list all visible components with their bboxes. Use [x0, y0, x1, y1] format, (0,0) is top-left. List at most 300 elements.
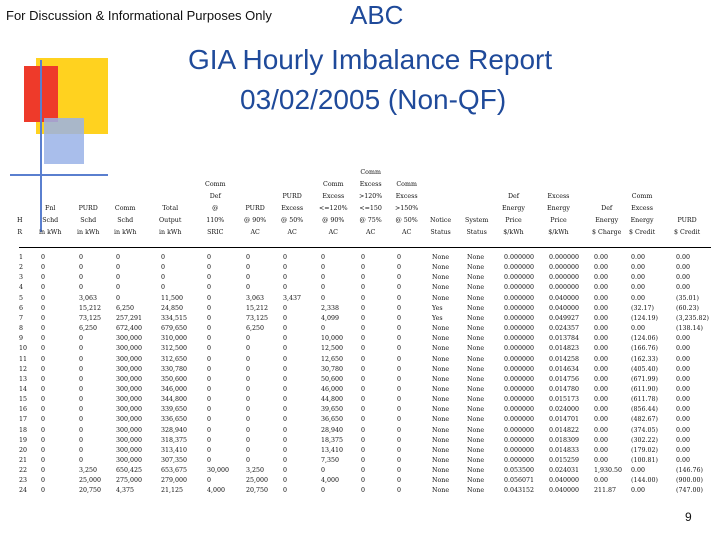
table-cell: 0.00 [676, 406, 691, 414]
table-cell: 0.000000 [504, 416, 535, 424]
table-cell: 0 [207, 314, 212, 322]
table-cell: 44,800 [321, 396, 344, 404]
table-cell: 0 [246, 355, 251, 363]
table-cell: 0 [397, 294, 402, 302]
table-cell: None [467, 426, 485, 434]
table-cell: 0 [246, 335, 251, 343]
table-cell: (60.23) [676, 304, 699, 312]
table-cell: 0 [397, 345, 402, 353]
table-cell: 318,375 [161, 436, 188, 444]
table-cell: None [467, 325, 485, 333]
table-cell: 0 [283, 446, 288, 454]
table-cell: 0 [41, 304, 46, 312]
column-header: Comm Excess Energy $ Credit [629, 193, 656, 236]
table-cell: 0 [246, 254, 251, 261]
table-cell: 0.00 [594, 436, 609, 444]
table-cell: 0 [397, 314, 402, 322]
table-cell: 0 [79, 406, 84, 414]
table-cell: 0 [246, 264, 251, 272]
table-cell: (611.78) [631, 396, 658, 404]
column-header: Fnl Schd in kWh [39, 205, 62, 236]
table-cell: 0.000000 [504, 457, 535, 464]
table-cell: 0 [361, 254, 366, 261]
report-title: GIA Hourly Imbalance Report [188, 44, 553, 75]
table-cell: 0.000000 [504, 254, 535, 261]
table-cell: 0 [283, 487, 288, 495]
table-cell: 0 [41, 457, 46, 464]
table-cell: 300,000 [116, 457, 143, 464]
hour-cell: 8 [19, 325, 24, 333]
table-cell: 0 [283, 467, 288, 475]
table-cell: 0 [283, 457, 288, 464]
table-cell: 0 [283, 345, 288, 353]
table-cell: 0 [321, 284, 326, 292]
table-cell: 0 [41, 274, 46, 282]
column-header: PURD Excess @ 50% AC [281, 193, 304, 236]
column-header: Comm Excess >120% <=150 @ 75% AC [359, 169, 383, 236]
table-cell: 0 [116, 294, 121, 302]
table-cell: 0 [207, 426, 212, 434]
table-cell: 300,000 [116, 426, 143, 434]
table-cell: 0 [41, 314, 46, 322]
table-cell: 0 [283, 355, 288, 363]
table-cell: 46,000 [321, 385, 344, 393]
table-cell: 6,250 [116, 304, 135, 312]
column-header: H R [17, 217, 23, 236]
table-cell: 0.00 [676, 254, 691, 261]
table-cell: 15,212 [246, 304, 269, 312]
table-cell: 300,000 [116, 436, 143, 444]
table-cell: 0 [397, 416, 402, 424]
table-cell: 0 [361, 375, 366, 383]
table-cell: 0 [41, 375, 46, 383]
table-cell: 0.00 [594, 396, 609, 404]
table-cell: 50,600 [321, 375, 344, 383]
table-cell: 0.000000 [504, 436, 535, 444]
table-cell: (144.00) [631, 477, 658, 485]
table-cell: 0.024031 [549, 467, 580, 475]
table-cell: 3,063 [246, 294, 265, 302]
table-cell: 0 [283, 375, 288, 383]
table-cell: 0.014823 [549, 345, 580, 353]
table-cell: 279,000 [161, 477, 188, 485]
table-cell: 0.00 [676, 284, 691, 292]
table-cell: 0.043152 [504, 487, 535, 495]
table-cell: None [432, 487, 450, 495]
table-cell: 307,350 [161, 457, 188, 464]
table-cell: 0 [41, 416, 46, 424]
table-cell: 313,410 [161, 446, 188, 454]
table-cell: 0.00 [594, 477, 609, 485]
table-cell: 20,750 [79, 487, 102, 495]
table-cell: None [467, 396, 485, 404]
table-cell: 0 [283, 304, 288, 312]
table-cell: 350,600 [161, 375, 188, 383]
table-cell: 0.014833 [549, 446, 580, 454]
report-date: 03/02/2005 (Non-QF) [240, 84, 507, 115]
table-cell: 0 [207, 436, 212, 444]
table-cell: None [467, 416, 485, 424]
table-cell: 0.00 [676, 264, 691, 272]
table-cell: (32.17) [631, 304, 654, 312]
table-cell: 0 [161, 284, 166, 292]
table-cell: 0.00 [631, 325, 646, 333]
table-cell: 0 [79, 355, 84, 363]
table-cell: 0 [361, 335, 366, 343]
table-cell: None [432, 294, 450, 302]
table-cell: 12,650 [321, 355, 344, 363]
table-cell: 0.00 [631, 264, 646, 272]
table-cell: Yes [432, 314, 443, 322]
table-cell: 0.00 [594, 304, 609, 312]
table-cell: None [467, 284, 485, 292]
table-cell: 0.00 [594, 274, 609, 282]
table-cell: 0 [361, 477, 366, 485]
table-cell: 0 [397, 365, 402, 373]
table-cell: 0.00 [594, 294, 609, 302]
table-cell: 0 [79, 426, 84, 434]
table-cell: Yes [432, 304, 443, 312]
table-cell: 0 [397, 325, 402, 333]
table-cell: None [467, 457, 485, 464]
hour-cell: 19 [19, 436, 28, 444]
table-cell: 25,000 [79, 477, 102, 485]
table-cell: 0 [207, 294, 212, 302]
table-cell: 0 [41, 396, 46, 404]
table-cell: 0 [41, 264, 46, 272]
table-cell: None [432, 254, 450, 261]
table-cell: (856.44) [631, 406, 658, 414]
table-cell: (482.67) [631, 416, 658, 424]
table-cell: 310,000 [161, 335, 188, 343]
table-cell: 300,000 [116, 345, 143, 353]
table-cell: 346,000 [161, 385, 188, 393]
column-header: Comm Schd in kWh [114, 205, 137, 236]
table-cell: 0 [79, 385, 84, 393]
table-cell: 0 [161, 264, 166, 272]
table-cell: 0 [246, 284, 251, 292]
table-cell: 0.049927 [549, 314, 580, 322]
table-cell: None [467, 385, 485, 393]
table-cell: None [432, 457, 450, 464]
table-cell: None [467, 264, 485, 272]
table-cell: 0 [246, 406, 251, 414]
table-cell: 0 [283, 477, 288, 485]
table-cell: 0 [283, 385, 288, 393]
table-cell: 0 [79, 436, 84, 444]
table-cell: 328,940 [161, 426, 188, 434]
hour-cell: 17 [19, 416, 28, 424]
hour-cell: 5 [19, 294, 24, 302]
table-cell: 0 [397, 335, 402, 343]
hour-cell: 20 [19, 446, 28, 454]
table-cell: 0 [41, 426, 46, 434]
table-cell: 0 [41, 254, 46, 261]
column-header: Def Energy Price $/kWh [502, 193, 525, 236]
table-cell: None [467, 467, 485, 475]
table-cell: 0 [79, 274, 84, 282]
table-cell: 650,425 [116, 467, 143, 475]
table-cell: 0.00 [594, 284, 609, 292]
table-cell: 0 [246, 274, 251, 282]
table-cell: 0.000000 [549, 264, 580, 272]
table-cell: 300,000 [116, 416, 143, 424]
table-cell: 0.014780 [549, 385, 580, 393]
table-cell: 672,400 [116, 325, 143, 333]
table-cell: 0.040000 [549, 487, 580, 495]
hour-cell: 3 [19, 274, 24, 282]
table-cell: 0 [283, 396, 288, 404]
table-cell: 28,940 [321, 426, 344, 434]
table-cell: 0 [361, 426, 366, 434]
table-cell: 0.000000 [549, 274, 580, 282]
table-cell: 0 [361, 365, 366, 373]
table-cell: None [432, 426, 450, 434]
table-cell: 0 [246, 385, 251, 393]
table-cell: 0.014701 [549, 416, 580, 424]
column-header: PURD Schd in kWh [77, 205, 100, 236]
table-cell: (671.99) [631, 375, 658, 383]
table-cell: 73,125 [246, 314, 269, 322]
table-cell: 0 [321, 325, 326, 333]
table-cell: 0.018309 [549, 436, 580, 444]
table-cell: 0 [79, 375, 84, 383]
table-cell: 0 [321, 487, 326, 495]
table-cell: 0.00 [594, 457, 609, 464]
table-cell: 0.00 [594, 335, 609, 343]
table-cell: 6,250 [246, 325, 265, 333]
column-header: PURD $ Credit [674, 217, 701, 236]
table-cell: 0 [397, 264, 402, 272]
table-cell: 0 [207, 325, 212, 333]
table-cell: 0 [397, 426, 402, 434]
table-cell: 2,338 [321, 304, 340, 312]
hour-cell: 9 [19, 335, 24, 343]
column-header: Total Output in kWh [159, 205, 182, 236]
table-cell: 0 [41, 406, 46, 414]
table-cell: 13,410 [321, 446, 344, 454]
table-cell: 0 [283, 254, 288, 261]
table-cell: 3,250 [246, 467, 265, 475]
table-cell: 300,000 [116, 396, 143, 404]
table-cell: 0.024357 [549, 325, 580, 333]
table-cell: 0 [361, 436, 366, 444]
table-cell: 344,800 [161, 396, 188, 404]
table-cell: 0 [41, 335, 46, 343]
table-cell: 0 [246, 426, 251, 434]
table-cell: 0.013784 [549, 335, 580, 343]
table-cell: 0 [41, 284, 46, 292]
table-cell: 0.000000 [549, 284, 580, 292]
disclaimer-text: For Discussion & Informational Purposes Only [6, 8, 272, 23]
table-cell: 0.00 [676, 365, 691, 373]
table-cell: 0 [161, 274, 166, 282]
table-cell: 0 [207, 416, 212, 424]
table-cell: 0 [361, 264, 366, 272]
table-cell: (900.00) [676, 477, 703, 485]
table-cell: 0 [361, 325, 366, 333]
table-cell: 12,500 [321, 345, 344, 353]
table-cell: 0.00 [676, 457, 691, 464]
table-cell: 0 [361, 355, 366, 363]
table-cell: 653,675 [161, 467, 188, 475]
hour-cell: 21 [19, 457, 28, 464]
table-cell: 0.056071 [504, 477, 535, 485]
table-cell: 312,500 [161, 345, 188, 353]
table-cell: 0 [207, 304, 212, 312]
table-cell: 0 [207, 396, 212, 404]
table-cell: 0 [246, 345, 251, 353]
table-cell: 336,650 [161, 416, 188, 424]
table-cell: 36,650 [321, 416, 344, 424]
table-cell: 39,650 [321, 406, 344, 414]
table-cell: 0 [207, 446, 212, 454]
table-cell: None [467, 477, 485, 485]
table-cell: 0.000000 [504, 345, 535, 353]
table-cell: 3,250 [79, 467, 98, 475]
table-cell: 0.00 [594, 375, 609, 383]
table-cell: 0.00 [676, 385, 691, 393]
table-cell: (179.02) [631, 446, 658, 454]
column-header: Notice Status [430, 217, 452, 236]
table-cell: 0 [207, 284, 212, 292]
table-cell: None [432, 406, 450, 414]
table-cell: 0.000000 [504, 406, 535, 414]
table-cell: 211.87 [594, 487, 617, 495]
table-cell: None [467, 304, 485, 312]
table-cell: 0 [397, 254, 402, 261]
table-cell: None [432, 467, 450, 475]
table-cell: 0 [283, 264, 288, 272]
table-cell: None [467, 314, 485, 322]
table-cell: 0 [361, 304, 366, 312]
hour-cell: 23 [19, 477, 28, 485]
hour-cell: 18 [19, 426, 28, 434]
table-cell: None [467, 487, 485, 495]
table-cell: (138.14) [676, 325, 703, 333]
table-cell: 0 [283, 314, 288, 322]
table-cell: 0.00 [594, 446, 609, 454]
table-cell: 0.015259 [549, 457, 580, 464]
table-cell: 0 [321, 254, 326, 261]
table-cell: None [432, 335, 450, 343]
table-cell: 0 [41, 446, 46, 454]
table-cell: 0 [397, 406, 402, 414]
table-cell: 0 [207, 254, 212, 261]
table-cell: 0 [361, 274, 366, 282]
hour-cell: 6 [19, 304, 24, 312]
table-cell: 0.00 [631, 254, 646, 261]
table-cell: 18,375 [321, 436, 344, 444]
table-cell: 0 [79, 365, 84, 373]
table-cell: 0 [41, 345, 46, 353]
table-cell: 0 [41, 477, 46, 485]
table-cell: 0 [41, 365, 46, 373]
table-cell: 0.00 [676, 436, 691, 444]
table-cell: 0 [207, 457, 212, 464]
hour-cell: 15 [19, 396, 28, 404]
table-cell: 0 [361, 457, 366, 464]
table-cell: 24,850 [161, 304, 184, 312]
table-cell: 0.00 [676, 355, 691, 363]
table-cell: None [432, 385, 450, 393]
table-cell: 300,000 [116, 446, 143, 454]
table-cell: 0.000000 [504, 355, 535, 363]
table-cell: 0 [361, 446, 366, 454]
table-cell: 0 [397, 385, 402, 393]
table-cell: 0 [207, 335, 212, 343]
table-cell: 0.000000 [504, 446, 535, 454]
table-cell: 0.000000 [504, 375, 535, 383]
table-cell: None [467, 355, 485, 363]
table-cell: 0 [207, 385, 212, 393]
table-cell: 0 [207, 355, 212, 363]
table-cell: 0 [79, 396, 84, 404]
table-cell: 0 [207, 264, 212, 272]
table-cell: 300,000 [116, 335, 143, 343]
table-cell: 679,650 [161, 325, 188, 333]
table-cell: 0.000000 [504, 274, 535, 282]
table-cell: 0 [41, 325, 46, 333]
table-cell: 0.00 [594, 325, 609, 333]
table-cell: 0 [283, 284, 288, 292]
table-cell: 0.015173 [549, 396, 580, 404]
table-cell: 10,000 [321, 335, 344, 343]
table-cell: 0.000000 [504, 396, 535, 404]
table-cell: 330,780 [161, 365, 188, 373]
table-cell: 0 [361, 396, 366, 404]
table-cell: 0 [361, 314, 366, 322]
table-cell: 0 [116, 284, 121, 292]
table-cell: 0.000000 [504, 335, 535, 343]
table-cell: 0.00 [676, 375, 691, 383]
table-cell: 0 [161, 254, 166, 261]
table-cell: 0.014822 [549, 426, 580, 434]
company-name: ABC [350, 0, 404, 30]
table-cell: 0 [79, 457, 84, 464]
table-cell: None [467, 406, 485, 414]
table-cell: None [432, 284, 450, 292]
table-cell: 0 [283, 436, 288, 444]
table-cell: 0.00 [594, 365, 609, 373]
table-cell: None [467, 335, 485, 343]
table-cell: 0 [397, 477, 402, 485]
table-cell: None [467, 375, 485, 383]
column-header: Comm Def @ 110% SRIC [205, 181, 226, 236]
table-cell: 0 [116, 274, 121, 282]
table-cell: None [432, 416, 450, 424]
table-cell: None [467, 345, 485, 353]
table-cell: None [467, 446, 485, 454]
table-cell: 0.024000 [549, 406, 580, 414]
table-cell: 11,500 [161, 294, 184, 302]
table-cell: 0 [397, 487, 402, 495]
table-cell: 0 [207, 406, 212, 414]
table-cell: 30,000 [207, 467, 230, 475]
table-cell: 0.000000 [504, 325, 535, 333]
table-cell: 257,291 [116, 314, 143, 322]
table-cell: 0 [246, 446, 251, 454]
table-cell: 0 [283, 406, 288, 414]
table-cell: 0.000000 [504, 365, 535, 373]
table-cell: 0 [361, 345, 366, 353]
table-cell: 0 [397, 304, 402, 312]
hour-cell: 12 [19, 365, 28, 373]
table-cell: (35.01) [676, 294, 699, 302]
table-cell: 0 [41, 294, 46, 302]
table-cell: 21,125 [161, 487, 184, 495]
table-cell: (302.22) [631, 436, 658, 444]
